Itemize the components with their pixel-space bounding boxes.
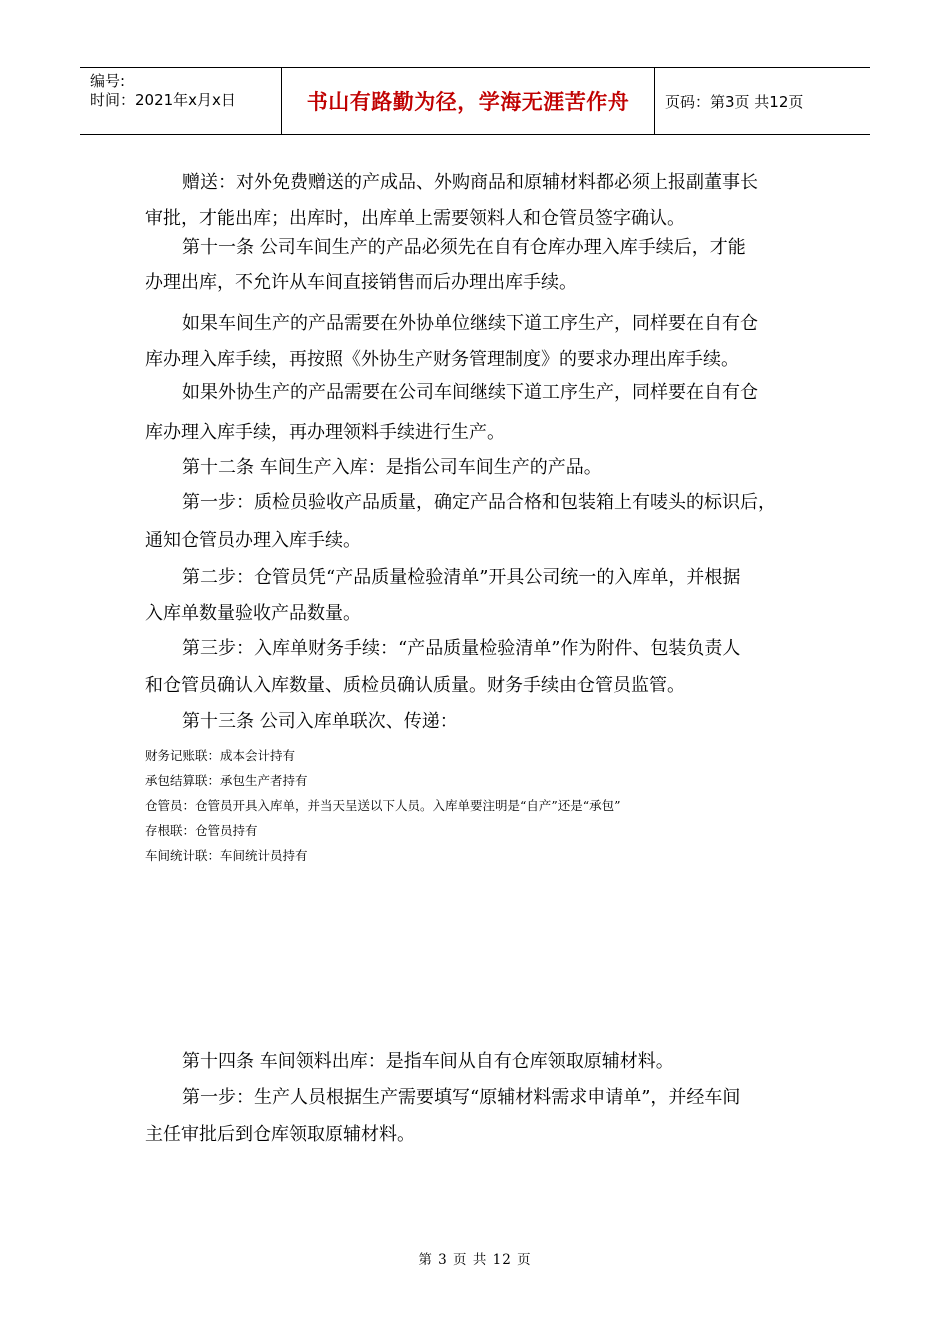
copy-list-item: 财务记账联：成本会计持有	[145, 748, 296, 763]
body-line: 第三步：入库单财务手续：“产品质量检验清单”作为附件、包装负责人	[182, 638, 741, 659]
body-line: 第一步：生产人员根据生产需要填写“原辅材料需求申请单”，并经车间	[182, 1087, 741, 1108]
body-line: 第二步：仓管员凭“产品质量检验清单”开具公司统一的入库单，并根据	[182, 567, 741, 588]
page-header	[80, 67, 870, 135]
body-line: 库办理入库手续，再按照《外协生产财务管理制度》的要求办理出库手续。	[145, 349, 739, 370]
document-date: 时间：2021年x月x日	[90, 91, 236, 109]
body-line: 通知仓管员办理入库手续。	[145, 530, 361, 551]
copy-list-item: 承包结算联：承包生产者持有	[145, 773, 308, 788]
header-page-info: 页码：第3页 共12页	[665, 92, 804, 111]
body-line: 入库单数量验收产品数量。	[145, 603, 361, 624]
body-line: 如果外协生产的产品需要在公司车间继续下道工序生产，同样要在自有仓	[182, 382, 758, 403]
header-meta	[80, 68, 282, 134]
article-heading: 第十四条 车间领料出库：是指车间从自有仓库领取原辅材料。	[182, 1051, 674, 1072]
copy-list-item: 车间统计联：车间统计员持有	[145, 848, 308, 863]
article-heading: 第十三条 公司入库单联次、传递：	[182, 711, 458, 732]
page-footer: 第 3 页 共 12 页	[418, 1252, 532, 1268]
body-line: 第一步：质检员验收产品质量，确定产品合格和包装箱上有唛头的标识后，	[182, 492, 776, 513]
body-line: 赠送：对外免费赠送的产成品、外购商品和原辅材料都必须上报副董事长	[182, 172, 758, 193]
body-line: 主任审批后到仓库领取原辅材料。	[145, 1124, 415, 1145]
header-motto: 书山有路勤为径，学海无涯苦作舟	[282, 68, 655, 134]
body-line: 办理出库，不允许从车间直接销售而后办理出库手续。	[145, 272, 577, 293]
body-line: 审批，才能出库；出库时，出库单上需要领料人和仓管员签字确认。	[145, 208, 685, 229]
body-line: 库办理入库手续，再办理领料手续进行生产。	[145, 422, 505, 443]
copy-list-item: 仓管员：仓管员开具入库单，并当天呈送以下人员。入库单要注明是“自产”还是“承包”	[145, 798, 621, 813]
document-number-label: 编号:	[90, 72, 126, 90]
body-line: 如果车间生产的产品需要在外协单位继续下道工序生产，同样要在自有仓	[182, 313, 758, 334]
copy-list-item: 存根联：仓管员持有	[145, 823, 258, 838]
article-heading: 第十一条 公司车间生产的产品必须先在自有仓库办理入库手续后，才能	[182, 237, 746, 258]
body-line: 和仓管员确认入库数量、质检员确认质量。财务手续由仓管员监管。	[145, 675, 685, 696]
article-heading: 第十二条 车间生产入库：是指公司车间生产的产品。	[182, 457, 602, 478]
